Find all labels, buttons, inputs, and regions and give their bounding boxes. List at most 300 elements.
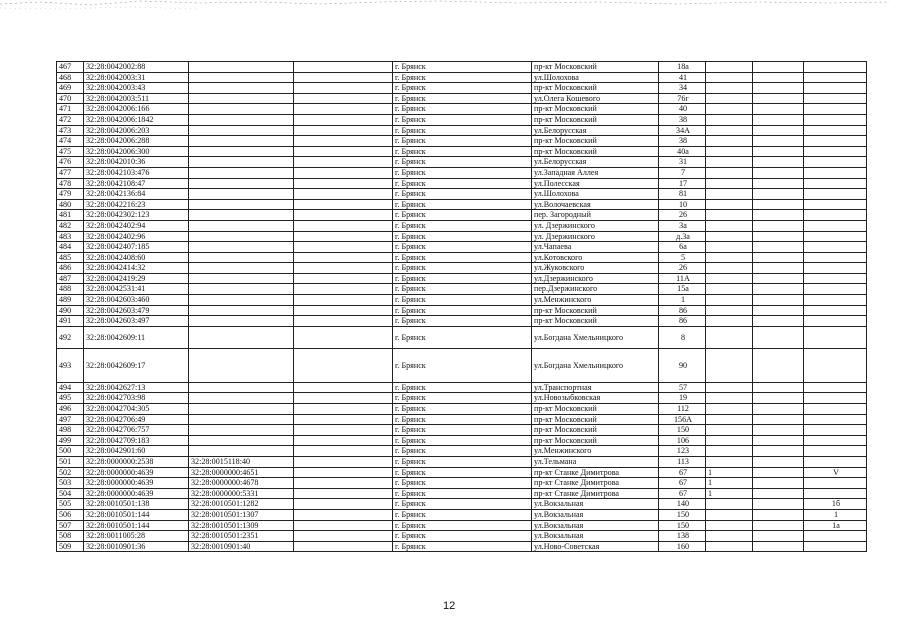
cadastral-number-cell: 32:28:0042108:47 [84,178,189,189]
related-cadastral-number-cell [189,393,294,404]
table-row [57,348,867,382]
house-number-cell: 86 [659,316,706,327]
extra-cell-1 [706,393,753,404]
extra-cell-1 [706,326,753,348]
city-cell: г. Брянск [393,146,532,157]
city-cell: г. Брянск [393,199,532,210]
extra-cell-2 [804,231,867,242]
street-cell: ул.Жуковского [532,263,659,274]
house-number-cell: 112 [659,404,706,415]
extra-cell-1 [706,531,753,542]
street-cell: пр-кт Московский [532,104,659,115]
empty-cell [753,382,804,393]
house-number-cell: 106 [659,435,706,446]
street-cell: пр-кт Московский [532,136,659,147]
cadastral-number-cell: 32:28:0042709:183 [84,435,189,446]
related-cadastral-number-cell [189,435,294,446]
street-cell: пр-кт Московский [532,83,659,94]
cadastral-number-cell: 32:28:0042010:36 [84,157,189,168]
empty-cell [294,210,393,221]
registry-table [56,61,867,552]
row-number-cell: 509 [57,541,84,552]
house-number-cell: 40а [659,146,706,157]
street-cell: пр-кт Станке Димитрова [532,488,659,499]
empty-cell [294,157,393,168]
house-number-cell: 138 [659,531,706,542]
table-row [57,199,867,210]
extra-cell-1 [706,457,753,468]
empty-cell [294,488,393,499]
cadastral-number-cell: 32:28:0010901:36 [84,541,189,552]
city-cell: г. Брянск [393,83,532,94]
empty-cell [294,478,393,489]
table-row [57,478,867,489]
street-cell: ул.Полесская [532,178,659,189]
extra-cell-1 [706,114,753,125]
empty-cell [753,210,804,221]
table-row [57,531,867,542]
table-row [57,72,867,83]
related-cadastral-number-cell [189,210,294,221]
house-number-cell: д.3а [659,231,706,242]
related-cadastral-number-cell [189,62,294,73]
extra-cell-1 [706,520,753,531]
empty-cell [753,167,804,178]
cadastral-number-cell: 32:28:0042704:305 [84,404,189,415]
extra-cell-1 [706,273,753,284]
empty-cell [294,199,393,210]
street-cell: пр-кт Московский [532,414,659,425]
extra-cell-1 [706,231,753,242]
extra-cell-2: 1б [804,499,867,510]
related-cadastral-number-cell [189,305,294,316]
cadastral-number-cell: 32:28:0000000:2538 [84,457,189,468]
row-number-cell: 491 [57,316,84,327]
row-number-cell: 478 [57,178,84,189]
city-cell: г. Брянск [393,435,532,446]
street-cell: ул.Менжинского [532,446,659,457]
extra-cell-2 [804,425,867,436]
empty-cell [294,189,393,200]
extra-cell-1 [706,146,753,157]
empty-cell [753,273,804,284]
cadastral-number-cell: 32:28:0042414:32 [84,263,189,274]
house-number-cell: 15а [659,284,706,295]
related-cadastral-number-cell: 32:28:0010901:40 [189,541,294,552]
street-cell: пр-кт Московский [532,435,659,446]
table-row [57,284,867,295]
row-number-cell: 482 [57,220,84,231]
street-cell: ул.Котовского [532,252,659,263]
extra-cell-2 [804,404,867,415]
row-number-cell: 479 [57,189,84,200]
extra-cell-2 [804,263,867,274]
extra-cell-1 [706,404,753,415]
empty-cell [294,509,393,520]
extra-cell-2 [804,531,867,542]
table-row [57,273,867,284]
related-cadastral-number-cell [189,220,294,231]
city-cell: г. Брянск [393,167,532,178]
house-number-cell: 6а [659,242,706,253]
street-cell: ул.Волочаевская [532,199,659,210]
row-number-cell: 495 [57,393,84,404]
city-cell: г. Брянск [393,382,532,393]
city-cell: г. Брянск [393,404,532,415]
city-cell: г. Брянск [393,425,532,436]
row-number-cell: 493 [57,348,84,382]
related-cadastral-number-cell [189,316,294,327]
empty-cell [294,393,393,404]
row-number-cell: 468 [57,72,84,83]
extra-cell-2 [804,457,867,468]
city-cell: г. Брянск [393,478,532,489]
house-number-cell: 7 [659,167,706,178]
empty-cell [294,382,393,393]
extra-cell-1 [706,284,753,295]
row-number-cell: 470 [57,93,84,104]
city-cell: г. Брянск [393,284,532,295]
city-cell: г. Брянск [393,62,532,73]
empty-cell [294,425,393,436]
empty-cell [294,520,393,531]
cadastral-number-cell: 32:28:0042003:31 [84,72,189,83]
extra-cell-2 [804,541,867,552]
related-cadastral-number-cell [189,125,294,136]
empty-cell [753,178,804,189]
empty-cell [294,316,393,327]
table-row [57,541,867,552]
cadastral-number-cell: 32:28:0000000:4639 [84,488,189,499]
empty-cell [753,467,804,478]
city-cell: г. Брянск [393,72,532,83]
empty-cell [753,295,804,306]
table-row [57,114,867,125]
street-cell: ул. Дзержинского [532,231,659,242]
street-cell: ул.Ново-Советская [532,541,659,552]
extra-cell-2 [804,284,867,295]
table-row [57,220,867,231]
empty-cell [753,93,804,104]
house-number-cell: 140 [659,499,706,510]
table-row [57,242,867,253]
house-number-cell: 17 [659,178,706,189]
extra-cell-1 [706,435,753,446]
empty-cell [753,425,804,436]
table-row [57,414,867,425]
extra-cell-1 [706,125,753,136]
related-cadastral-number-cell: 32:28:0000000:4651 [189,467,294,478]
related-cadastral-number-cell [189,136,294,147]
table-row [57,316,867,327]
extra-cell-2 [804,114,867,125]
empty-cell [294,348,393,382]
cadastral-number-cell: 32:28:0042603:497 [84,316,189,327]
empty-cell [753,125,804,136]
city-cell: г. Брянск [393,467,532,478]
house-number-cell: 5 [659,252,706,263]
row-number-cell: 476 [57,157,84,168]
house-number-cell: 67 [659,488,706,499]
empty-cell [294,305,393,316]
table-row [57,136,867,147]
house-number-cell: 11А [659,273,706,284]
empty-cell [294,62,393,73]
row-number-cell: 484 [57,242,84,253]
house-number-cell: 150 [659,425,706,436]
city-cell: г. Брянск [393,104,532,115]
cadastral-number-cell: 32:28:0010501:144 [84,509,189,520]
cadastral-number-cell: 32:28:0010501:144 [84,520,189,531]
extra-cell-2 [804,210,867,221]
row-number-cell: 501 [57,457,84,468]
empty-cell [753,242,804,253]
extra-cell-2 [804,305,867,316]
extra-cell-1 [706,83,753,94]
row-number-cell: 490 [57,305,84,316]
empty-cell [753,348,804,382]
related-cadastral-number-cell: 32:28:0010501:1307 [189,509,294,520]
street-cell: пр-кт Московский [532,146,659,157]
empty-cell [294,541,393,552]
city-cell: г. Брянск [393,305,532,316]
empty-cell [294,136,393,147]
table-row [57,125,867,136]
extra-cell-2 [804,393,867,404]
empty-cell [294,326,393,348]
table-row [57,404,867,415]
cadastral-number-cell: 32:28:0000000:4639 [84,478,189,489]
extra-cell-1 [706,541,753,552]
city-cell: г. Брянск [393,136,532,147]
row-number-cell: 483 [57,231,84,242]
cadastral-number-cell: 32:28:0042419:29 [84,273,189,284]
empty-cell [294,242,393,253]
table-row [57,435,867,446]
city-cell: г. Брянск [393,114,532,125]
cadastral-number-cell: 32:28:0011005:28 [84,531,189,542]
house-number-cell: 81 [659,189,706,200]
extra-cell-2 [804,104,867,115]
empty-cell [294,446,393,457]
row-number-cell: 499 [57,435,84,446]
city-cell: г. Брянск [393,295,532,306]
scan-noise-top [0,0,905,12]
extra-cell-1 [706,220,753,231]
empty-cell [294,273,393,284]
table-row [57,520,867,531]
cadastral-number-cell: 32:28:0042003:511 [84,93,189,104]
city-cell: г. Брянск [393,189,532,200]
extra-cell-2 [804,146,867,157]
extra-cell-2 [804,83,867,94]
row-number-cell: 504 [57,488,84,499]
related-cadastral-number-cell [189,414,294,425]
house-number-cell: 150 [659,520,706,531]
related-cadastral-number-cell [189,382,294,393]
empty-cell [294,295,393,306]
row-number-cell: 477 [57,167,84,178]
empty-cell [753,231,804,242]
house-number-cell: 160 [659,541,706,552]
extra-cell-1 [706,136,753,147]
table-row [57,104,867,115]
empty-cell [294,231,393,242]
empty-cell [294,467,393,478]
street-cell: ул.Шолохова [532,72,659,83]
street-cell: ул.Вокзальная [532,499,659,510]
empty-cell [753,305,804,316]
extra-cell-2 [804,220,867,231]
empty-cell [294,220,393,231]
empty-cell [294,93,393,104]
extra-cell-2 [804,295,867,306]
related-cadastral-number-cell [189,425,294,436]
cadastral-number-cell: 32:28:0042136:84 [84,189,189,200]
cadastral-number-cell: 32:28:0042609:11 [84,326,189,348]
city-cell: г. Брянск [393,242,532,253]
row-number-cell: 480 [57,199,84,210]
row-number-cell: 508 [57,531,84,542]
city-cell: г. Брянск [393,499,532,510]
street-cell: ул.Транспортная [532,382,659,393]
empty-cell [294,114,393,125]
city-cell: г. Брянск [393,488,532,499]
house-number-cell: 156А [659,414,706,425]
related-cadastral-number-cell [189,93,294,104]
extra-cell-1 [706,348,753,382]
empty-cell [294,284,393,295]
empty-cell [753,83,804,94]
table-row [57,62,867,73]
row-number-cell: 473 [57,125,84,136]
extra-cell-1 [706,210,753,221]
house-number-cell: 113 [659,457,706,468]
related-cadastral-number-cell [189,263,294,274]
city-cell: г. Брянск [393,316,532,327]
extra-cell-2 [804,382,867,393]
related-cadastral-number-cell [189,231,294,242]
row-number-cell: 486 [57,263,84,274]
empty-cell [753,326,804,348]
table-row [57,252,867,263]
row-number-cell: 481 [57,210,84,221]
table-row [57,295,867,306]
house-number-cell: 57 [659,382,706,393]
row-number-cell: 500 [57,446,84,457]
empty-cell [294,252,393,263]
empty-cell [294,404,393,415]
empty-cell [294,263,393,274]
extra-cell-1 [706,199,753,210]
empty-cell [294,104,393,115]
extra-cell-1 [706,446,753,457]
extra-cell-2 [804,62,867,73]
cadastral-number-cell: 32:28:0042408:60 [84,252,189,263]
row-number-cell: 489 [57,295,84,306]
related-cadastral-number-cell [189,104,294,115]
empty-cell [753,446,804,457]
extra-cell-1 [706,104,753,115]
cadastral-number-cell: 32:28:0042103:476 [84,167,189,178]
empty-cell [753,220,804,231]
city-cell: г. Брянск [393,348,532,382]
related-cadastral-number-cell [189,273,294,284]
extra-cell-2 [804,93,867,104]
street-cell: пр-кт Московский [532,305,659,316]
empty-cell [753,404,804,415]
row-number-cell: 505 [57,499,84,510]
row-number-cell: 472 [57,114,84,125]
empty-cell [294,178,393,189]
street-cell: ул. Дзержинского [532,220,659,231]
row-number-cell: 498 [57,425,84,436]
table-row [57,467,867,478]
extra-cell-2: V [804,467,867,478]
city-cell: г. Брянск [393,446,532,457]
empty-cell [753,284,804,295]
house-number-cell: 34А [659,125,706,136]
street-cell: ул.Вокзальная [532,509,659,520]
related-cadastral-number-cell: 32:28:0010501:2351 [189,531,294,542]
street-cell: ул.Олега Кошевого [532,93,659,104]
extra-cell-1 [706,509,753,520]
empty-cell [753,62,804,73]
house-number-cell: 18а [659,62,706,73]
extra-cell-1 [706,295,753,306]
row-number-cell: 487 [57,273,84,284]
extra-cell-2 [804,326,867,348]
extra-cell-1 [706,499,753,510]
extra-cell-1 [706,263,753,274]
city-cell: г. Брянск [393,531,532,542]
street-cell: пр-кт Московский [532,316,659,327]
empty-cell [294,72,393,83]
extra-cell-1 [706,425,753,436]
empty-cell [753,252,804,263]
street-cell: ул.Тельмана [532,457,659,468]
table-row [57,189,867,200]
related-cadastral-number-cell [189,114,294,125]
extra-cell-1 [706,414,753,425]
cadastral-number-cell: 32:28:0042216:23 [84,199,189,210]
house-number-cell: 34 [659,83,706,94]
row-number-cell: 494 [57,382,84,393]
row-number-cell: 507 [57,520,84,531]
extra-cell-2 [804,178,867,189]
related-cadastral-number-cell [189,157,294,168]
cadastral-number-cell: 32:28:0042006:300 [84,146,189,157]
extra-cell-1: 1 [706,478,753,489]
extra-cell-2 [804,242,867,253]
empty-cell [753,478,804,489]
empty-cell [753,435,804,446]
related-cadastral-number-cell [189,178,294,189]
empty-cell [753,136,804,147]
empty-cell [753,157,804,168]
house-number-cell: 67 [659,478,706,489]
cadastral-number-cell: 32:28:0042706:49 [84,414,189,425]
table-row [57,210,867,221]
house-number-cell: 41 [659,72,706,83]
street-cell: пр-кт Московский [532,62,659,73]
city-cell: г. Брянск [393,414,532,425]
empty-cell [753,114,804,125]
street-cell: ул.Менжинского [532,295,659,306]
extra-cell-1 [706,93,753,104]
empty-cell [753,520,804,531]
street-cell: ул.Белорусская [532,157,659,168]
